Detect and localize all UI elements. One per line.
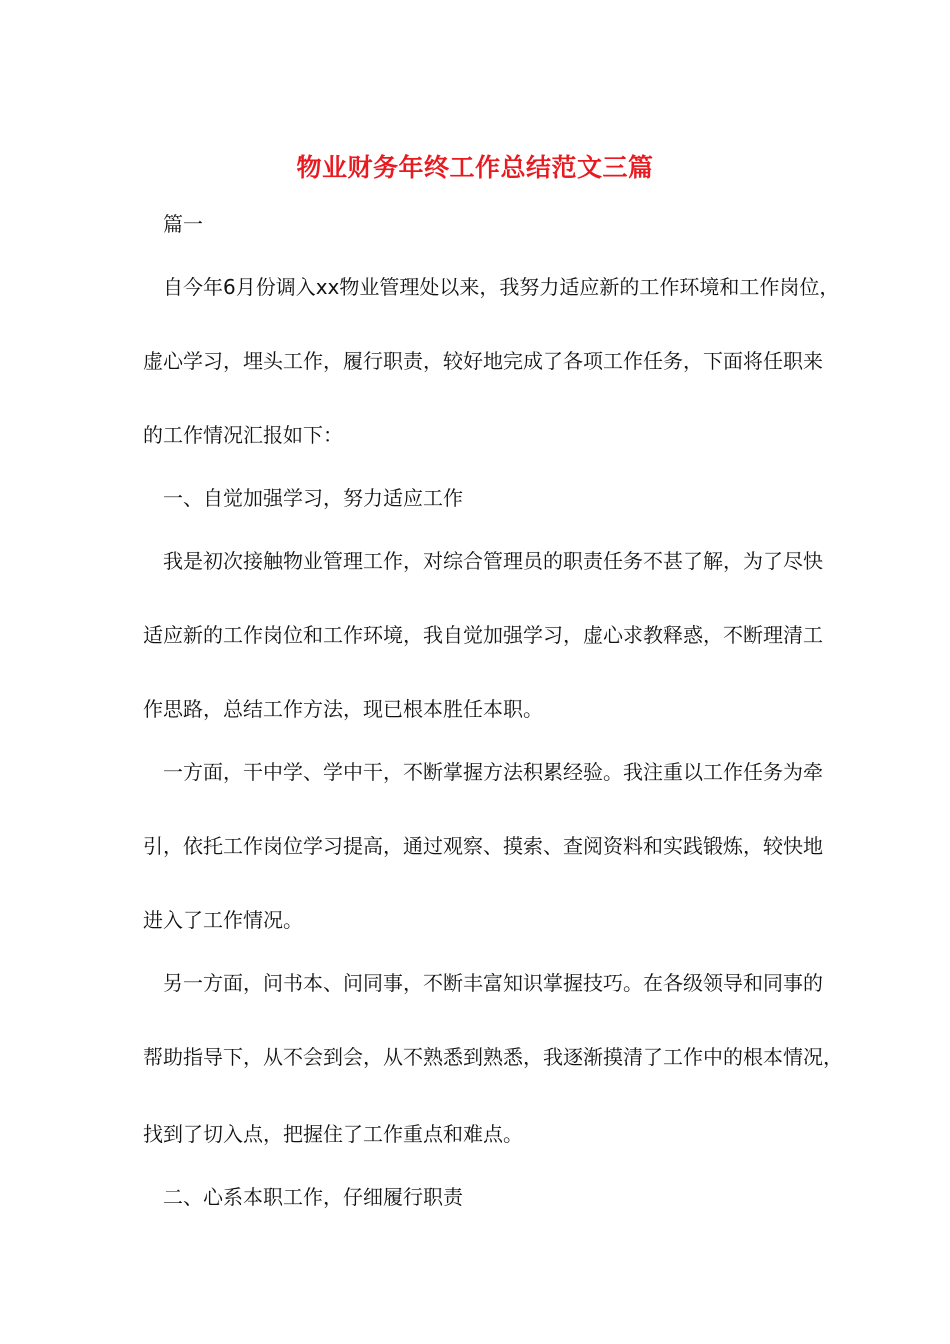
paragraph-line: 帮助指导下，从不会到会，从不熟悉到熟悉，我逐渐摸清了工作中的根本情况， (143, 1045, 843, 1069)
paragraph-line: 另一方面，问书本、问同事，不断丰富知识掌握技巧。在各级领导和同事的 (163, 971, 823, 995)
paragraph-line: 的工作情况汇报如下： (143, 423, 343, 447)
paragraph-line: 一方面，干中学、学中干，不断掌握方法积累经验。我注重以工作任务为牵 (163, 760, 823, 784)
paragraph-line: 引，依托工作岗位学习提高，通过观察、摸索、查阅资料和实践锻炼，较快地 (143, 834, 823, 858)
document-title: 物业财务年终工作总结范文三篇 (296, 153, 654, 182)
section-heading: 篇一 (163, 212, 203, 236)
paragraph-line: 适应新的工作岗位和工作环境，我自觉加强学习，虚心求教释惑，不断理清工 (143, 623, 823, 647)
section-heading: 一、自觉加强学习，努力适应工作 (163, 486, 463, 510)
paragraph-line: 虚心学习，埋头工作，履行职责，较好地完成了各项工作任务，下面将任职来 (143, 349, 823, 373)
paragraph-line: 我是初次接触物业管理工作，对综合管理员的职责任务不甚了解，为了尽快 (163, 549, 823, 573)
section-heading: 二、心系本职工作，仔细履行职责 (163, 1185, 463, 1209)
paragraph-line: 自今年6月份调入xx物业管理处以来，我努力适应新的工作环境和工作岗位， (163, 275, 840, 299)
paragraph-line: 进入了工作情况。 (143, 908, 303, 932)
paragraph-line: 找到了切入点，把握住了工作重点和难点。 (143, 1122, 523, 1146)
paragraph-line: 作思路，总结工作方法，现已根本胜任本职。 (143, 697, 543, 721)
